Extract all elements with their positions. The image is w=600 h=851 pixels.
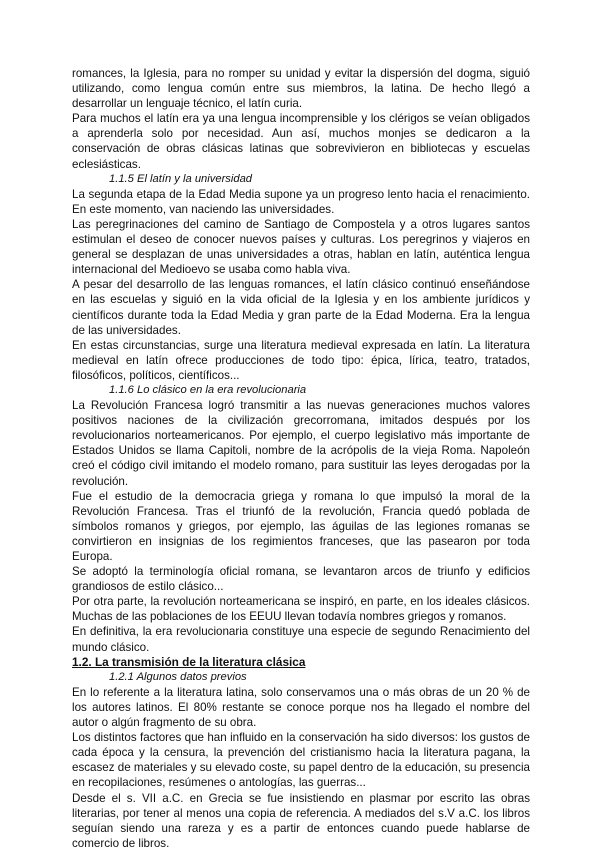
subheading-1-1-6: 1.1.6 Lo clásico en la era revolucionaria	[109, 383, 307, 396]
paragraph: En lo referente a la literatura latina, solo conservamos una o más obras de un 20 % de los autores latinos. El 80% restante se conoce porque nos ha llegado el nombre del autor o algún fragmento de su obra.	[72, 685, 530, 730]
subheading-1-2-1: 1.2.1 Algunos datos previos	[109, 670, 247, 683]
paragraph: La segunda etapa de la Edad Media supone ya un progreso lento hacia el renacimiento. En este momento, van naciendo las universidades.	[72, 187, 530, 216]
paragraph: Desde el s. VII a.C. en Grecia se fue insistiendo en plasmar por escrito las obras literarias, por tener al menos una copia de referencia. A mediados del s.V a.C. los libros seguían siendo una rareza y es a partir de entonces cuando puede hablarse de comercio de libros.	[72, 791, 530, 850]
paragraph: Para muchos el latín era ya una lengua incomprensible y los clérigos se veían obligados a aprenderla solo por necesidad. Aun así, muchos monjes se dedicaron a la conservación de obras clásicas latinas que sobrevivieron en bibliotecas y escuelas eclesiásticas.	[72, 112, 530, 171]
paragraph: En definitiva, la era revolucionaria constituye una especie de segundo Renacimiento del mundo clásico.	[72, 625, 530, 654]
paragraph: La Revolución Francesa logró transmitir a las nuevas generaciones muchos valores positivos naciones de la civilización grecorromana, imitados después por los revolucionarios norteamericanos. Por ejemplo, el cuerpo legislativo más importante de Estados Unidos se llama Capitoli, nombre de la acrópolis de la vieja Roma. Napoleón creó el código civil imitando el modelo romano, para sustituir las leyes derogadas por la revolución.	[72, 399, 530, 488]
subheading-1-1-5: 1.1.5 El latín y la universidad	[109, 172, 253, 185]
paragraph: Las peregrinaciones del camino de Santiago de Compostela y a otros lugares santos estimulan el deseo de conocer nuevos países y culturas. Los peregrinos y viajeros en general se desplazan de unas universidades a otras, hablan en latín, auténtica lengua internacional del Medioevo se usaba como habla viva.	[72, 217, 530, 277]
paragraph: En estas circunstancias, surge una literatura medieval expresada en latín. La literatura medieval en latín ofrece producciones de todo tipo: épica, lírica, teatro, tratados, filosóficos, políticos, científicos...	[72, 338, 530, 382]
paragraph: Por otra parte, la revolución norteamericana se inspiró, en parte, en los ideales clásicos. Muchas de las poblaciones de los EEUU llevan todavía nombres griegos y romanos.	[72, 595, 530, 624]
paragraph: Los distintos factores que han influido en la conservación ha sido diversos: los gustos de cada época y la censura, la prevención del cristianismo hacia la literatura pagana, la escasez de materiales y su elevado coste, su papel dentro de la educación, su presencia en recopilaciones, resúmenes o antologías, las guerras...	[72, 731, 530, 790]
paragraph: A pesar del desarrollo de las lenguas romances, el latín clásico continuó enseñándose en las escuelas y siguió en la vida oficial de la Iglesia y en los ambiente jurídicos y científicos durante toda la Edad Media y gran parte de la Edad Moderna. Era la lengua de las universidades.	[72, 278, 530, 337]
document-page	[72, 66, 530, 851]
paragraph: romances, la Iglesia, para no romper su unidad y evitar la dispersión del dogma, siguió utilizando, como lengua común entre sus miembros, la latina. De hecho llegó a desarrollar un lenguaje técnico, el latín curia.	[72, 67, 530, 111]
paragraph: Fue el estudio de la democracia griega y romana lo que impulsó la moral de la Revolución Francesa. Tras el triunfó de la revolución, Francia quedó poblada de símbolos romanos y griegos, por ejemplo, las águilas de las legiones romanas se convirtieron en insignias de los regimientos franceses, que las pasearon por toda Europa.	[72, 489, 530, 563]
paragraph: Se adoptó la terminología oficial romana, se levantaron arcos de triunfo y edificios grandiosos de estilo clásico...	[72, 565, 530, 594]
section-heading-1-2: 1.2. La transmisión de la literatura clásica	[72, 654, 306, 669]
